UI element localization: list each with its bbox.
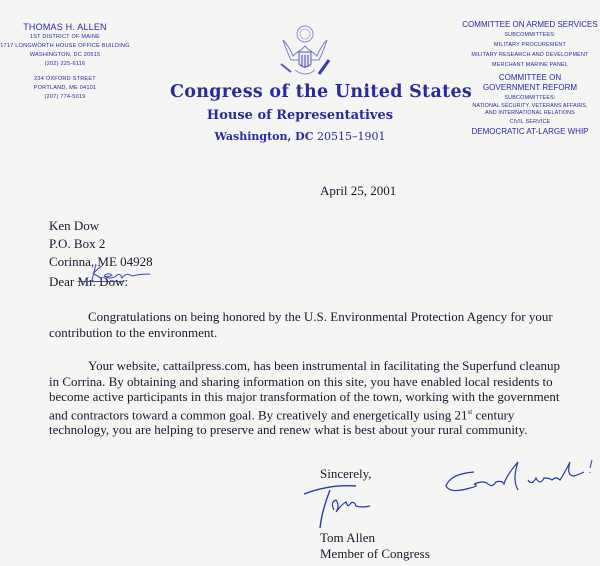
signer-name: Tom Allen	[320, 530, 376, 545]
member-info	[0, 22, 130, 102]
paragraph-1	[49, 309, 569, 340]
me-office: 234 OXFORD STREET	[34, 76, 96, 82]
paragraph-2-text-a: Your website, cattailpress.com, has been instrumental in facilitating the Superfund cleanup in Corrina. By obtaining and sharing information on this site, you have enabled local residents to become active participants in this major transformation of the town, working with the government and contractors toward a common goal. By creatively and energetically using 21	[49, 358, 560, 422]
signer-title: Member of Congress	[320, 546, 430, 561]
whip-title: DEMOCRATIC AT-LARGE WHIP	[471, 127, 589, 136]
letterhead-title: Congress of the United States	[170, 82, 473, 102]
recipient-po-box: P.O. Box 2	[49, 236, 106, 251]
dc-city: WASHINGTON, DC 20515	[29, 52, 101, 58]
salutation-suffix: :	[124, 274, 129, 289]
subcommittees-label: SUBCOMMITTEES:	[504, 32, 556, 38]
recipient-name: Ken Dow	[49, 218, 100, 233]
recipient-city: Corinna, ME 04928	[49, 254, 153, 269]
committee-info	[460, 20, 600, 137]
subcommittee: MERCHANT MARINE PANEL	[492, 62, 568, 68]
dc-office: 1717 LONGWORTH HOUSE OFFICE BUILDING	[0, 43, 130, 49]
closing: Sincerely,	[320, 466, 372, 481]
salutation-prefix: Dear	[49, 274, 78, 289]
subcommittees-label: SUBCOMMITTEES:	[504, 95, 556, 101]
subcommittee: MILITARY PROCUREMENT	[494, 42, 566, 48]
handwritten-note	[440, 458, 600, 498]
letter-date: April 25, 2001	[320, 183, 397, 198]
letterhead-subtitle: House of Representatives	[206, 108, 394, 123]
member-name: THOMAS H. ALLEN	[23, 22, 107, 32]
paragraph-2	[49, 358, 569, 438]
committee-armed-services: COMMITTEE ON ARMED SERVICES	[462, 20, 598, 29]
subcommittee: CIVIL SERVICE	[509, 119, 551, 125]
salutation-struck-name: Mr. Dow	[77, 274, 125, 289]
letterhead-zip: 20515–1901	[316, 130, 386, 143]
great-seal-icon	[275, 22, 335, 80]
subcommittee: MILITARY RESEARCH AND DEVELOPMENT	[471, 52, 589, 58]
me-phone: (207) 774-5019	[44, 94, 86, 100]
letterhead-address	[170, 130, 430, 143]
member-district: 1ST DISTRICT OF MAINE	[29, 34, 101, 40]
subcommittee: AND INTERNATIONAL RELATIONS	[485, 110, 575, 116]
signature	[300, 482, 400, 530]
letterhead-city: Washington, DC	[214, 130, 314, 143]
dc-phone: (202) 225-6116	[44, 61, 86, 67]
me-city: PORTLAND, ME 04101	[33, 85, 97, 91]
signer-block	[320, 530, 430, 562]
ordinal-suffix: st	[467, 407, 473, 416]
paragraph-1-text: Congratulations on being honored by the U.S. Environmental Protection Agency for your contribution to the environment.	[49, 309, 553, 340]
subcommittee: NATIONAL SECURITY, VETERANS AFFAIRS,	[472, 103, 588, 109]
committee-gov-reform-line1: COMMITTEE ON	[498, 73, 562, 82]
salutation	[49, 274, 128, 290]
paragraph-2-text-b: century technology, you are helping to preserve and renew what is best about your rural community.	[49, 406, 528, 438]
committee-gov-reform-line2: GOVERNMENT REFORM	[482, 83, 578, 92]
